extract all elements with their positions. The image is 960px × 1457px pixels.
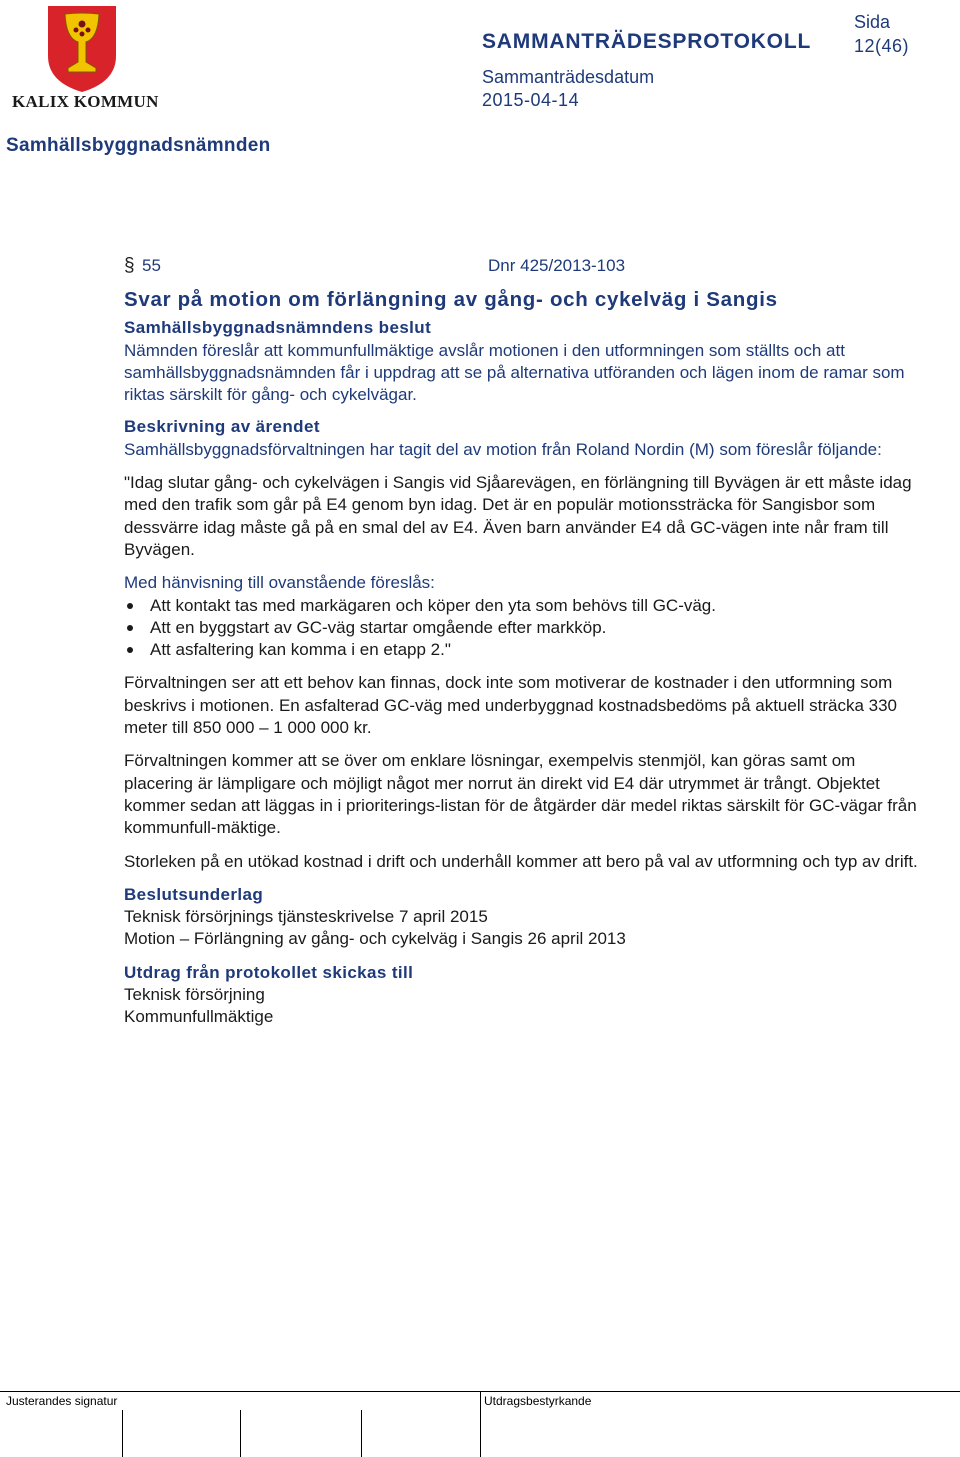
description-heading: Beskrivning av ärendet — [124, 417, 320, 437]
signature-label: Justerandes signatur — [6, 1394, 118, 1408]
bullet-icon — [127, 603, 133, 609]
certification-label: Utdragsbestyrkande — [484, 1394, 592, 1408]
case-number: Dnr 425/2013-103 — [488, 256, 626, 275]
description-intro: Samhällsbyggnadsförvaltningen har tagit del av motion från Roland Nordin (M) som föreslår följande: — [124, 439, 882, 459]
basis-item: Teknisk försörjnings tjänsteskrivelse 7 april 2015 — [124, 907, 488, 927]
protocol-title: SAMMANTRÄDESPROTOKOLL — [482, 30, 812, 53]
paragraph-maintenance: Storleken på en utökad kostnad i drift och underhåll kommer att bero på val av utformning och typ av drift. — [124, 851, 918, 871]
bullet-icon — [127, 625, 133, 631]
logo-text: KALIX KOMMUN — [12, 92, 159, 111]
paragraph-number: 55 — [142, 256, 161, 275]
organization-name: Samhällsbyggnadsnämnden — [6, 135, 271, 156]
bullet-icon — [127, 647, 133, 653]
signature-footer — [0, 1391, 960, 1457]
paragraph-cost: Förvaltningen ser att ett behov kan finnas, dock inte som motiverar de kostnader i den utformning som beskrivs i motionen. En asfalterad GC-väg med underbyggnad kostnadsbedöms på aktuell sträcka 330 meter till 850 000 – 1 000 000 kr. — [124, 673, 897, 738]
list-item: Att en byggstart av GC-väg startar omgående efter markköp. — [124, 617, 924, 639]
decision-text: Nämnden föreslår att kommunfullmäktige avslår motionen i den utformningen som ställts och att samhällsbyggnadsnämnden får i uppdrag att se på alternativa utföranden och lägen inom de ramar som riktas särskilt för gång- och cykelvägar. — [124, 340, 905, 405]
paragraph-symbol: § — [124, 255, 135, 276]
signature-divider — [361, 1410, 362, 1457]
basis-item: Motion – Förlängning av gång- och cykelväg i Sangis 26 april 2013 — [124, 929, 626, 949]
list-item: Att asfaltering kan komma i en etapp 2." — [124, 639, 924, 661]
page-number: 12(46) — [854, 36, 910, 56]
distribution-item: Teknisk försörjning — [124, 985, 265, 1005]
page-label: Sida — [854, 12, 891, 32]
coat-of-arms-icon — [10, 4, 160, 94]
paragraph-alternatives: Förvaltningen kommer att se över om enklare lösningar, exempelvis stenmjöl, kan göras samt om placering är lämpligare och möjligt något mer norrut än direkt vid E4 där utrymmet är trångt. Objektet kommer sedan att läggas in i prioriterings-listan för de åtgärder där medel riktas särskilt för GC-vägar från kommunfull-mäktige. — [124, 751, 917, 838]
section-meta — [124, 255, 924, 279]
proposal-list — [124, 595, 924, 662]
proposal-intro: Med hänvisning till ovanstående föreslås: — [124, 573, 435, 593]
document-body — [124, 255, 924, 1029]
footer-divider — [480, 1392, 481, 1457]
decision-heading: Samhällsbyggnadsnämndens beslut — [124, 318, 432, 338]
distribution-item: Kommunfullmäktige — [124, 1007, 274, 1027]
meeting-date: 2015-04-14 — [482, 90, 580, 110]
basis-heading: Beslutsunderlag — [124, 884, 264, 904]
meeting-date-label: Sammanträdesdatum — [482, 67, 655, 87]
signature-divider — [240, 1410, 241, 1457]
list-item: Att kontakt tas med markägaren och köper den yta som behövs till GC-väg. — [124, 595, 924, 617]
motion-quote: "Idag slutar gång- och cykelvägen i Sangis vid Sjåarevägen, en förlängning till Byvägen är ett måste idag med den trafik som går på E4 genom byn idag. Det är en populär motionssträcka för Sangisbor som dessvärre idag måste gå på en smal del av E4. Även barn använder E4 då GC-vägen inte når fram till Byvägen. — [124, 473, 912, 559]
signature-divider — [122, 1410, 123, 1457]
distribution-heading: Utdrag från protokollet skickas till — [124, 962, 414, 982]
section-title: Svar på motion om förlängning av gång- och cykelväg i Sangis — [124, 288, 778, 311]
